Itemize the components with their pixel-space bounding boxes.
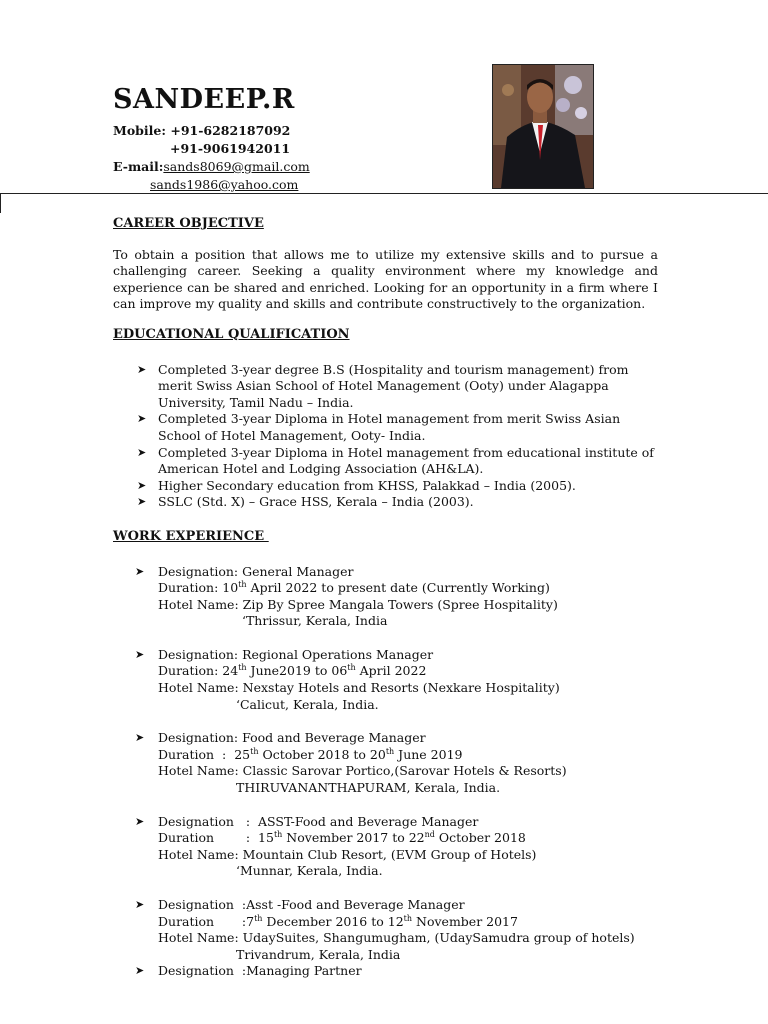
job-designation: Designation: General Manager xyxy=(158,563,354,579)
arrow-bullet-icon: ➤ xyxy=(135,731,145,745)
work-experience-heading: WORK EXPERIENCE xyxy=(113,528,269,544)
arrow-bullet-icon: ➤ xyxy=(137,412,147,426)
job-entry xyxy=(113,730,658,796)
arrow-bullet-icon: ➤ xyxy=(135,964,145,978)
list-item: ➤ SSLC (Std. X) – Grace HSS, Kerala – India (2003). xyxy=(137,494,474,510)
job-duration: Duration : 15th November 2017 to 22nd October 2018 xyxy=(158,830,526,846)
job-hotel: Hotel Name: Nexstay Hotels and Resorts (Nexkare Hospitality) xyxy=(158,680,560,696)
divider-tick xyxy=(0,193,1,213)
arrow-bullet-icon: ➤ xyxy=(135,564,145,578)
job-duration: Duration: 24th June2019 to 06th April 2022 xyxy=(158,663,427,679)
job-duration: Duration : 25th October 2018 to 20th June 2019 xyxy=(158,746,463,762)
email-link-1[interactable]: sands8069@gmail.com xyxy=(163,159,310,174)
arrow-bullet-icon: ➤ xyxy=(137,445,147,459)
job-location: ‘Calicut, Kerala, India. xyxy=(236,696,379,712)
job-location: ‘Thrissur, Kerala, India xyxy=(242,613,388,629)
candidate-name: SANDEEP.R xyxy=(113,84,295,115)
list-item: ➤ Completed 3-year degree B.S (Hospitality and tourism management) from merit Swiss Asian School of Hotel Management (Ooty) under Alagappa University, Tamil Nadu – India. xyxy=(137,361,629,410)
job-entry xyxy=(113,814,658,880)
mobile-number-2: +91-9061942011 xyxy=(170,141,291,156)
job-entry xyxy=(113,564,658,630)
job-hotel: Hotel Name: Zip By Spree Mangala Towers (Spree Hospitality) xyxy=(158,596,558,612)
list-item: ➤ Completed 3-year Diploma in Hotel management from merit Swiss Asian School of Hotel Management, Ooty- India. xyxy=(137,411,621,443)
email-line-2 xyxy=(113,176,310,194)
email-line xyxy=(113,158,310,176)
list-item: ➤ Higher Secondary education from KHSS, Palakkad – India (2005). xyxy=(137,477,576,493)
contact-block xyxy=(113,122,310,194)
job-location: ‘Munnar, Kerala, India. xyxy=(236,863,383,879)
job-designation: Designation :Asst -Food and Beverage Manager xyxy=(158,897,465,912)
job-location: THIRUVANANTHAPURAM, Kerala, India. xyxy=(236,780,501,796)
education-list xyxy=(113,362,658,511)
job-duration: Duration: 10th April 2022 to present date (Currently Working) xyxy=(158,579,550,596)
job-duration: Duration :7th December 2016 to 12th November 2017 xyxy=(158,913,518,929)
job-hotel: Hotel Name: Classic Sarovar Portico,(Sarovar Hotels & Resorts) xyxy=(158,763,567,779)
job-hotel: Hotel Name: Mountain Club Resort, (EVM Group of Hotels) xyxy=(158,846,537,862)
job-hotel: Hotel Name: UdaySuites, Shangumugham, (UdaySamudra group of hotels) xyxy=(158,930,635,946)
arrow-bullet-icon: ➤ xyxy=(137,495,147,509)
list-item: ➤ Completed 3-year Diploma in Hotel management from educational institute of American Hotel and Lodging Association (AH&LA). xyxy=(137,444,654,477)
career-objective-text: To obtain a position that allows me to utilize my extensive skills and to pursue a challenging career. Seeking a quality environment where my knowledge and experience can be shared and enriched. Looking for an opportunity in a firm where I can improve my quality and skills and contribute constructively to the organization. xyxy=(113,246,658,312)
arrow-bullet-icon: ➤ xyxy=(137,362,147,376)
arrow-bullet-icon: ➤ xyxy=(137,478,147,492)
header-divider xyxy=(0,193,768,194)
job-location: Trivandrum, Kerala, India xyxy=(236,946,401,962)
email-label: E-mail: xyxy=(113,159,164,174)
resume-body xyxy=(113,216,658,980)
profile-photo-image xyxy=(493,65,593,188)
education-heading: EDUCATIONAL QUALIFICATION xyxy=(113,326,350,342)
job-designation: Designation :Managing Partner xyxy=(158,963,362,979)
job-entry xyxy=(113,963,658,980)
job-designation: Designation: Regional Operations Manager xyxy=(158,646,434,662)
arrow-bullet-icon: ➤ xyxy=(135,898,145,911)
mobile-line xyxy=(113,122,310,140)
mobile-number-1: +91-6282187092 xyxy=(170,123,291,138)
career-objective-heading: CAREER OBJECTIVE xyxy=(113,216,264,231)
job-entry xyxy=(113,897,658,963)
mobile-label: Mobile: xyxy=(113,123,171,138)
job-entry xyxy=(113,647,658,713)
arrow-bullet-icon: ➤ xyxy=(135,647,145,661)
profile-photo xyxy=(492,64,594,189)
email-link-2[interactable]: sands1986@yahoo.com xyxy=(150,177,299,192)
arrow-bullet-icon: ➤ xyxy=(135,814,145,828)
job-designation: Designation : ASST-Food and Beverage Manager xyxy=(158,813,479,829)
job-designation: Designation: Food and Beverage Manager xyxy=(158,730,426,746)
